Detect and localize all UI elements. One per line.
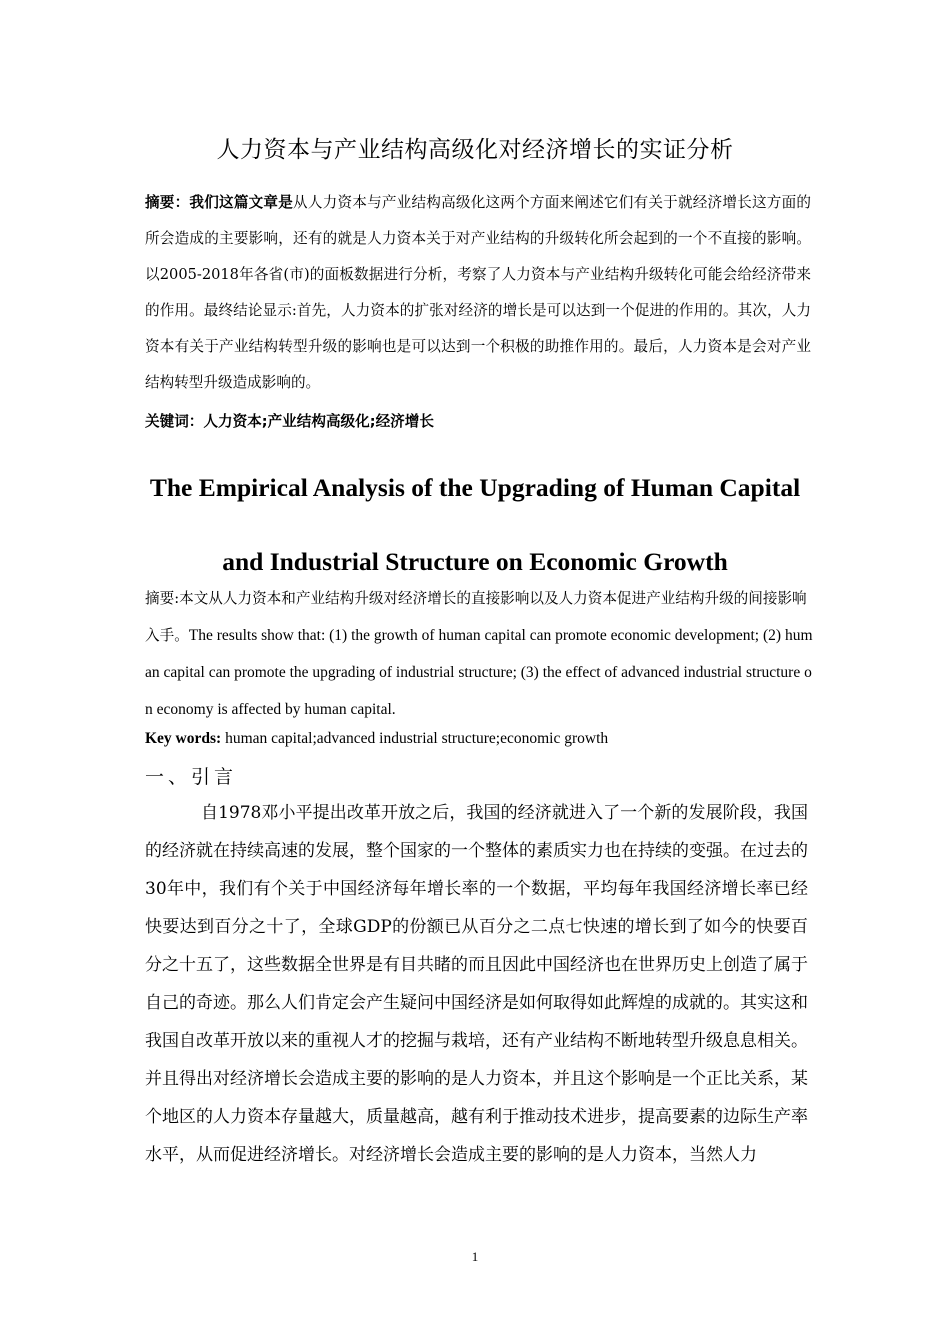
english-abstract-en-part: The results show that: (1) the growth of human capital can promote economic development; (2) human capital can promote the upgrading of industrial structure; (3) the effect of advanced industrial structure on economy is affected by human capital. bbox=[145, 627, 813, 718]
english-keywords bbox=[145, 730, 608, 748]
english-keywords-value: human capital;advanced industrial structure;economic growth bbox=[221, 730, 609, 747]
chinese-keywords: 关键词：人力资本;产业结构高级化;经济增长 bbox=[145, 413, 434, 430]
chinese-abstract bbox=[145, 185, 811, 401]
english-abstract-cn-part: 摘要:本文从人力资本和产业结构升级对经济增长的直接影响以及人力资本促进产业结构升级的间接影响入手。 bbox=[145, 590, 807, 644]
page-number: 1 bbox=[471, 1249, 479, 1264]
introduction-paragraph: 自1978邓小平提出改革开放之后，我国的经济就进入了一个新的发展阶段，我国的经济就在持续高速的发展，整个国家的一个整体的素质实力也在持续的变强。在过去的30年中，我们有个关于中国经济每年增长率的一个数据，平均每年我国经济增长率已经快要达到百分之十了，全球GDP的份额已从百分之二点七快速的增长到了如今的快要百分之十五了，这些数据全世界是有目共睹的而且因此中国经济也在世界历史上创造了属于自己的奇迹。那么人们肯定会产生疑问中国经济是如何取得如此辉煌的成就的。其实这和我国自改革开放以来的重视人才的挖掘与栽培，还有产业结构不断地转型升级息息相关。并且得出对经济增长会造成主要的影响的是人力资本，并且这个影响是一个正比关系，某个地区的人力资本存量越大，质量越高，越有利于推动技术进步，提高要素的边际生产率水平，从而促进经济增长。对经济增长会造成主要的影响的是人力资本，当然人力 bbox=[145, 803, 808, 1165]
english-title-line-2: and Industrial Structure on Economic Growth bbox=[222, 547, 728, 576]
chinese-title: 人力资本与产业结构高级化对经济增长的实证分析 bbox=[216, 137, 734, 163]
english-keywords-label: Key words: bbox=[145, 730, 222, 747]
section-heading-introduction: 一、引言 bbox=[145, 766, 238, 788]
chinese-abstract-body: 从人力资本与产业结构高级化这两个方面来阐述它们有关于就经济增长这方面的所会造成的主要影响，还有的就是人力资本关于对产业结构的升级转化所会起到的一个不直接的影响。以2005-2018年各省(市)的面板数据进行分析，考察了人力资本与产业结构升级转化可能会给经济带来的作用。最终结论显示:首先，人力资本的扩张对经济的增长是可以达到一个促进的作用的。其次，人力资本有关于产业结构转型升级的影响也是可以达到一个积极的助推作用的。最后，人力资本是会对产业结构转型升级造成影响的。 bbox=[145, 194, 811, 391]
chinese-abstract-lead: 摘要：我们这篇文章是 bbox=[145, 194, 294, 211]
english-abstract bbox=[145, 580, 815, 728]
english-title bbox=[120, 451, 830, 599]
english-title-line-1: The Empirical Analysis of the Upgrading of Human Capital bbox=[149, 473, 801, 502]
